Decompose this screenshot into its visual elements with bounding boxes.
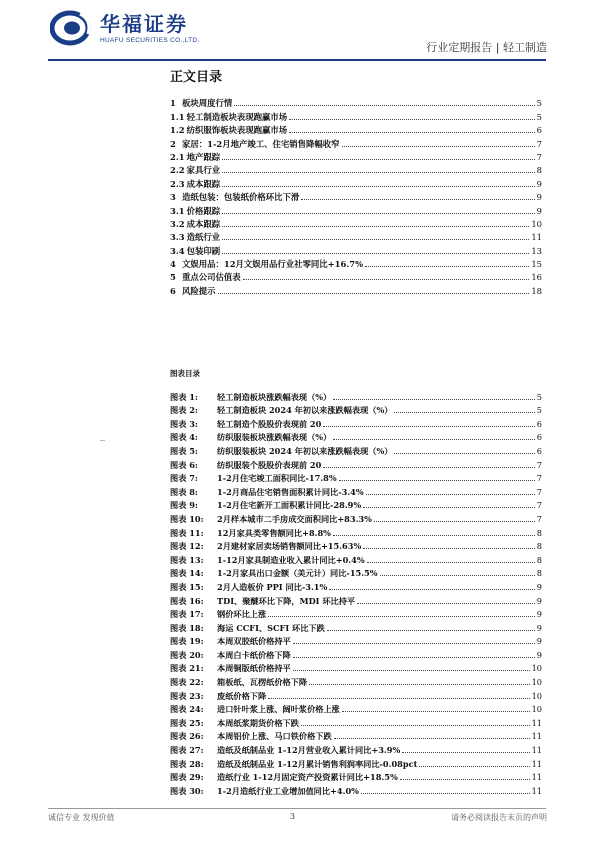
figure-entry-number: 图表 19: xyxy=(170,636,204,647)
dot-leader xyxy=(342,711,530,712)
figure-entry-label xyxy=(170,514,372,525)
figure-entry-label xyxy=(170,650,291,661)
figure-entry-page: 9 xyxy=(536,595,542,606)
figure-entry[interactable] xyxy=(170,715,542,729)
figure-entry-label xyxy=(170,419,321,430)
dot-leader xyxy=(365,266,529,267)
toc-entry-label xyxy=(170,192,299,203)
toc-entry-label xyxy=(170,206,220,217)
footer-divider xyxy=(48,808,546,809)
figure-entry-number: 图表 13: xyxy=(170,554,204,565)
dot-leader xyxy=(380,575,535,576)
toc-entry-number: 3.2 xyxy=(170,218,185,229)
dot-leader xyxy=(402,752,529,753)
figure-entry-number: 图表 23: xyxy=(170,690,204,701)
figure-entry-text: 2月样本城市二手房成交面积同比+83.3% xyxy=(217,513,372,524)
figure-entry-number: 图表 15: xyxy=(170,581,204,592)
dot-leader xyxy=(289,119,535,120)
figure-entry[interactable] xyxy=(170,620,542,634)
figure-entry[interactable] xyxy=(170,511,542,525)
toc-entry[interactable] xyxy=(170,203,542,216)
toc-entry[interactable] xyxy=(170,257,542,270)
figure-entry-label xyxy=(170,568,378,579)
toc-entry-text: 造纸包装：包装纸价格环比下滑 xyxy=(182,192,300,203)
figure-entry-label xyxy=(170,677,307,688)
toc-entry[interactable] xyxy=(170,123,542,136)
figure-entry[interactable] xyxy=(170,389,542,403)
dot-leader xyxy=(394,453,534,454)
toc-entry-page: 15 xyxy=(531,259,542,270)
figure-entry-number: 图表 14: xyxy=(170,568,204,579)
dot-leader xyxy=(268,616,535,617)
dot-leader xyxy=(374,521,535,522)
dot-leader xyxy=(334,738,530,739)
figure-entry-page: 7 xyxy=(536,473,542,484)
figure-entry-text: 1-2月商品住宅销售面积累计同比-3.4% xyxy=(217,486,364,497)
company-logo xyxy=(50,8,199,48)
figure-entry[interactable] xyxy=(170,634,542,648)
figure-entry[interactable] xyxy=(170,566,542,580)
figure-entry-text: 箱板纸、瓦楞纸价格下降 xyxy=(217,677,308,688)
toc-entry-text: 轻工制造板块表现跑赢市场 xyxy=(186,111,288,122)
header-divider xyxy=(48,59,546,61)
dot-leader xyxy=(222,213,535,214)
toc-entry-page: 7 xyxy=(536,138,542,149)
figure-entry-label xyxy=(170,772,398,783)
figure-entry-label xyxy=(170,731,332,742)
figure-entry-text: 造纸及纸制品业 1-12月营业收入累计同比+3.9% xyxy=(217,745,401,756)
dot-leader xyxy=(222,159,535,160)
figure-entry-page: 8 xyxy=(536,568,542,579)
figure-entry-label xyxy=(170,446,392,457)
logo-chinese-name: 华福证券 xyxy=(100,11,188,36)
dot-leader xyxy=(367,562,535,563)
figure-entry-text: 2月建材家居卖场销售额同比+15.63% xyxy=(217,541,362,552)
toc-entry-label xyxy=(170,125,287,136)
toc-entry[interactable] xyxy=(170,270,542,283)
figure-entry-page: 11 xyxy=(531,758,542,769)
figure-entry-text: 进口针叶浆上涨、阔叶浆价格上涨 xyxy=(217,704,340,715)
toc-entry-number: 6 xyxy=(170,285,176,296)
figure-entry-text: 纺织服装板块涨跌幅表现（%） xyxy=(217,432,332,443)
figure-entry-page: 9 xyxy=(536,622,542,633)
figure-entry-label xyxy=(170,582,327,593)
figure-entry-text: 造纸行业 1-12月固定资产投资累计同比+18.5% xyxy=(217,772,398,783)
toc-entry-page: 13 xyxy=(531,245,542,256)
toc-entry[interactable] xyxy=(170,176,542,189)
figure-entry[interactable] xyxy=(170,770,542,784)
figure-entry-number: 图表 3: xyxy=(170,418,198,429)
toc-entry[interactable] xyxy=(170,283,542,296)
dot-leader xyxy=(222,239,529,240)
figure-entry-number: 图表 1: xyxy=(170,391,198,402)
figure-entry-number: 图表 6: xyxy=(170,459,198,470)
figure-entry-page: 9 xyxy=(536,636,542,647)
toc-entry-number: 3 xyxy=(170,192,176,203)
toc-entry-number: 2.2 xyxy=(170,165,185,176)
figure-entry-number: 图表 20: xyxy=(170,649,204,660)
figure-entry-page: 10 xyxy=(531,690,542,701)
dot-leader xyxy=(394,412,534,413)
figure-entry[interactable] xyxy=(170,593,542,607)
figure-entry-text: 废纸价格下降 xyxy=(217,690,267,701)
dot-leader xyxy=(293,657,535,658)
dot-leader xyxy=(323,426,534,427)
figure-entry-number: 图表 27: xyxy=(170,745,204,756)
figure-entry-label xyxy=(170,432,331,443)
figure-entry-number: 图表 26: xyxy=(170,731,204,742)
figure-entry-text: 1-2月家具出口金额（美元计）同比-15.5% xyxy=(217,568,378,579)
figure-entry-page: 8 xyxy=(536,541,542,552)
figure-entry-text: 本周铜版纸价格持平 xyxy=(217,663,291,674)
toc-entry-page: 8 xyxy=(536,165,542,176)
dot-leader xyxy=(301,199,534,200)
toc-entry-label xyxy=(170,112,287,123)
figure-entry-page: 9 xyxy=(536,581,542,592)
figure-entry-page: 11 xyxy=(531,731,542,742)
dot-leader xyxy=(293,670,530,671)
dot-leader xyxy=(333,535,535,536)
figure-entry[interactable] xyxy=(170,756,542,770)
toc-entry-page: 10 xyxy=(531,218,542,229)
dot-leader xyxy=(293,643,535,644)
figure-entry[interactable] xyxy=(170,688,542,702)
dot-leader xyxy=(357,603,535,604)
toc-entry-number: 2.1 xyxy=(170,151,185,162)
table-of-contents xyxy=(170,96,542,297)
toc-entry-label xyxy=(170,232,220,243)
toc-entry-text: 纺织服饰板块表现跑赢市场 xyxy=(186,125,288,136)
figure-entry-text: 轻工制造板块 2024 年初以来涨跌幅表现（%） xyxy=(217,405,393,416)
figure-entry-number: 图表 16: xyxy=(170,595,204,606)
figure-entry-text: 轻工制造板块涨跌幅表现（%） xyxy=(217,391,332,402)
figure-entry-number: 图表 21: xyxy=(170,663,204,674)
figure-entry[interactable] xyxy=(170,742,542,756)
toc-entry-text: 板块周度行情 xyxy=(182,98,233,109)
toc-entry-page: 9 xyxy=(536,192,542,203)
toc-entry[interactable] xyxy=(170,190,542,203)
figure-entry-text: 2月人造板价 PPI 同比-3.1% xyxy=(217,581,328,592)
dot-leader xyxy=(222,226,529,227)
dot-leader xyxy=(268,698,529,699)
figure-entry-text: 本周纸浆期货价格下跌 xyxy=(217,717,299,728)
report-type-label: 行业定期报告 | 轻工制造 xyxy=(426,41,547,54)
figure-entry[interactable] xyxy=(170,702,542,716)
figure-entry-number: 图表 11: xyxy=(170,527,204,538)
figure-entry-label xyxy=(170,392,331,403)
toc-entry-number: 1.1 xyxy=(170,111,185,122)
figure-entry-text: 本周双胶纸价格持平 xyxy=(217,636,291,647)
figure-entry[interactable] xyxy=(170,539,542,553)
figure-entry-page: 11 xyxy=(531,785,542,796)
toc-entry[interactable] xyxy=(170,163,542,176)
dot-leader xyxy=(301,725,530,726)
dot-leader xyxy=(361,793,530,794)
page-number: 3 xyxy=(290,812,296,821)
figure-entry-page: 8 xyxy=(536,554,542,565)
page-header xyxy=(0,0,595,62)
dot-leader xyxy=(342,146,535,147)
toc-entry-number: 2 xyxy=(170,138,176,149)
figures-list-title: 图表目录 xyxy=(170,369,200,378)
figure-entry-page: 10 xyxy=(531,663,542,674)
figure-entry[interactable] xyxy=(170,484,542,498)
dot-leader xyxy=(218,293,530,294)
toc-entry-text: 重点公司估值表 xyxy=(182,272,241,283)
figure-entry-number: 图表 25: xyxy=(170,717,204,728)
toc-entry-label xyxy=(170,98,232,109)
figure-entry[interactable] xyxy=(170,430,542,444)
figure-entry-number: 图表 5: xyxy=(170,445,198,456)
toc-entry-label xyxy=(170,179,220,190)
figure-entry[interactable] xyxy=(170,498,542,512)
figure-entry-text: 轻工制造个股股价表现前 20 xyxy=(217,418,322,429)
toc-entry-text: 包装印刷 xyxy=(186,245,221,256)
figure-entry-label xyxy=(170,609,266,620)
dot-leader xyxy=(333,399,535,400)
figure-entry[interactable] xyxy=(170,647,542,661)
figure-entry-text: 海运 CCFI、SCFI 环比下跌 xyxy=(217,622,325,633)
figure-entry[interactable] xyxy=(170,471,542,485)
toc-entry-number: 3.1 xyxy=(170,205,185,216)
figure-entry-number: 图表 29: xyxy=(170,772,204,783)
toc-entry[interactable] xyxy=(170,217,542,230)
figure-entry-number: 图表 22: xyxy=(170,677,204,688)
dot-leader xyxy=(400,779,530,780)
figure-entry-number: 图表 18: xyxy=(170,622,204,633)
figure-entry[interactable] xyxy=(170,607,542,621)
toc-entry-page: 5 xyxy=(536,111,542,122)
figure-entry-label xyxy=(170,745,400,756)
figure-entry-label xyxy=(170,718,299,729)
figure-entry-number: 图表 4: xyxy=(170,432,198,443)
toc-entry-text: 成本跟踪 xyxy=(186,218,221,229)
margin-mark xyxy=(100,440,105,441)
figure-entry-label xyxy=(170,663,291,674)
toc-entry-text: 价格跟踪 xyxy=(186,205,221,216)
toc-entry-label xyxy=(170,219,220,230)
figure-entry-number: 图表 12: xyxy=(170,541,204,552)
figure-entry-label xyxy=(170,623,325,634)
figure-entry-page: 10 xyxy=(531,677,542,688)
toc-entry-label xyxy=(170,246,220,257)
figure-entry-number: 图表 7: xyxy=(170,473,198,484)
figure-entry[interactable] xyxy=(170,525,542,539)
figure-entry-text: 1-2月造纸行业工业增加值同比+4.0% xyxy=(217,785,359,796)
figure-entry-page: 11 xyxy=(531,772,542,783)
figure-entry-text: TDI、聚醚环比下降，MDI 环比持平 xyxy=(217,595,356,606)
figure-entry-page: 7 xyxy=(536,513,542,524)
toc-entry-text: 成本跟踪 xyxy=(186,178,221,189)
figure-entry-number: 图表 9: xyxy=(170,500,198,511)
figure-entry-number: 图表 8: xyxy=(170,486,198,497)
dot-leader xyxy=(289,132,535,133)
toc-entry-label xyxy=(170,139,340,150)
figure-entry-page: 8 xyxy=(536,527,542,538)
figures-list xyxy=(170,389,542,797)
dot-leader xyxy=(222,253,529,254)
figure-entry-text: 1-12月家具制造业收入累计同比+0.4% xyxy=(217,554,365,565)
toc-entry-label xyxy=(170,286,216,297)
figure-entry-label xyxy=(170,759,417,770)
figure-entry-number: 图表 10: xyxy=(170,513,204,524)
dot-leader xyxy=(366,494,535,495)
figure-entry-label xyxy=(170,541,361,552)
figure-entry-label xyxy=(170,704,340,715)
dot-leader xyxy=(363,548,535,549)
figure-entry-page: 9 xyxy=(536,649,542,660)
figure-entry[interactable] xyxy=(170,674,542,688)
figure-entry-page: 6 xyxy=(536,445,542,456)
dot-leader xyxy=(339,480,535,481)
figure-entry-text: 本周白卡纸价格下降 xyxy=(217,649,291,660)
dot-leader xyxy=(309,684,530,685)
toc-entry-label xyxy=(170,272,241,283)
toc-entry-text: 地产跟踪 xyxy=(186,151,221,162)
toc-entry[interactable] xyxy=(170,230,542,243)
figure-entry[interactable] xyxy=(170,783,542,797)
toc-entry-page: 7 xyxy=(536,151,542,162)
figure-entry-number: 图表 2: xyxy=(170,405,198,416)
toc-entry-text: 风险提示 xyxy=(182,285,216,296)
figure-entry-page: 6 xyxy=(536,418,542,429)
toc-entry[interactable] xyxy=(170,150,542,163)
toc-entry[interactable] xyxy=(170,243,542,256)
figure-entry-label xyxy=(170,528,331,539)
figure-entry-page: 10 xyxy=(531,704,542,715)
toc-entry-page: 6 xyxy=(536,125,542,136)
logo-english-name: HUAFU SECURITIES CO.,LTD. xyxy=(100,36,200,44)
dot-leader xyxy=(222,186,535,187)
toc-entry-label xyxy=(170,152,220,163)
figure-entry-label xyxy=(170,405,392,416)
figure-entry-label xyxy=(170,596,355,607)
toc-entry-page: 11 xyxy=(531,232,542,243)
dot-leader xyxy=(323,467,534,468)
toc-entry-number: 2.3 xyxy=(170,178,185,189)
figure-entry-page: 7 xyxy=(536,486,542,497)
toc-entry-text: 造纸行业 xyxy=(186,232,221,243)
figure-entry-label xyxy=(170,500,361,511)
toc-entry[interactable] xyxy=(170,136,542,149)
dot-leader xyxy=(327,630,535,631)
figure-entry-text: 纺织服装板块 2024 年初以来涨跌幅表现（%） xyxy=(217,445,393,456)
figure-entry[interactable] xyxy=(170,457,542,471)
toc-entry-page: 5 xyxy=(536,98,542,109)
dot-leader xyxy=(419,766,529,767)
figure-entry-text: 钢价环比上涨 xyxy=(217,609,267,620)
figure-entry[interactable] xyxy=(170,416,542,430)
toc-entry-number: 5 xyxy=(170,272,176,283)
figure-entry-text: 本周铝价上涨、马口铁价格下跌 xyxy=(217,731,332,742)
figure-entry-label xyxy=(170,636,291,647)
toc-entry-number: 1.2 xyxy=(170,125,185,136)
toc-entry-number: 3.3 xyxy=(170,232,185,243)
toc-entry-page: 9 xyxy=(536,205,542,216)
figure-entry[interactable] xyxy=(170,403,542,417)
figure-entry-text: 12月家具类零售额同比+8.8% xyxy=(217,527,331,538)
toc-title: 正文目录 xyxy=(170,70,223,85)
figure-entry-text: 1-2月住宅新开工面积累计同比-28.9% xyxy=(217,500,362,511)
dot-leader xyxy=(329,589,535,590)
figure-entry-label xyxy=(170,487,364,498)
figure-entry-page: 5 xyxy=(536,405,542,416)
toc-entry-number: 1 xyxy=(170,98,176,109)
dot-leader xyxy=(234,105,534,106)
toc-entry-page: 18 xyxy=(531,285,542,296)
dot-leader xyxy=(363,507,535,508)
figure-entry-number: 图表 24: xyxy=(170,704,204,715)
toc-entry-page: 16 xyxy=(531,272,542,283)
figure-entry-page: 6 xyxy=(536,432,542,443)
figure-entry[interactable] xyxy=(170,552,542,566)
dot-leader xyxy=(222,172,535,173)
figure-entry-label xyxy=(170,691,266,702)
toc-entry-text: 文娱用品：12月文娱用品行业社零同比+16.7% xyxy=(182,259,364,270)
figure-entry-label xyxy=(170,786,359,797)
toc-entry[interactable] xyxy=(170,96,542,109)
figure-entry-page: 7 xyxy=(536,500,542,511)
figure-entry-label xyxy=(170,473,337,484)
figure-entry-label xyxy=(170,555,365,566)
figure-entry-text: 造纸及纸制品业 1-12月累计销售利润率同比-0.08pct xyxy=(217,758,418,769)
figure-entry-number: 图表 17: xyxy=(170,609,204,620)
toc-entry-label xyxy=(170,165,220,176)
figure-entry[interactable] xyxy=(170,579,542,593)
figure-entry-page: 11 xyxy=(531,745,542,756)
dot-leader xyxy=(333,439,535,440)
figure-entry-text: 1-2月住宅竣工面积同比-17.8% xyxy=(217,473,337,484)
toc-entry-text: 家具行业 xyxy=(186,165,221,176)
toc-entry-label xyxy=(170,259,363,270)
toc-entry[interactable] xyxy=(170,109,542,122)
figure-entry[interactable] xyxy=(170,661,542,675)
footer-disclaimer: 请务必阅读报告末页的声明 xyxy=(451,813,547,822)
footer-slogan: 诚信专业 发现价值 xyxy=(48,813,115,822)
huafu-logo-icon xyxy=(50,8,94,48)
toc-entry-number: 4 xyxy=(170,259,176,270)
figure-entry[interactable] xyxy=(170,443,542,457)
figure-entry-text: 纺织服装个股股价表现前 20 xyxy=(217,459,322,470)
toc-entry-text: 家居：1-2月地产竣工、住宅销售降幅收窄 xyxy=(182,138,340,149)
toc-entry-number: 3.4 xyxy=(170,245,185,256)
figure-entry-label xyxy=(170,460,321,471)
figure-entry-page: 5 xyxy=(536,391,542,402)
figure-entry-page: 9 xyxy=(536,609,542,620)
figure-entry-number: 图表 28: xyxy=(170,758,204,769)
toc-entry-page: 9 xyxy=(536,178,542,189)
figure-entry[interactable] xyxy=(170,729,542,743)
figure-entry-page: 7 xyxy=(536,459,542,470)
dot-leader xyxy=(243,279,530,280)
figure-entry-number: 图表 30: xyxy=(170,785,204,796)
figure-entry-page: 11 xyxy=(531,717,542,728)
